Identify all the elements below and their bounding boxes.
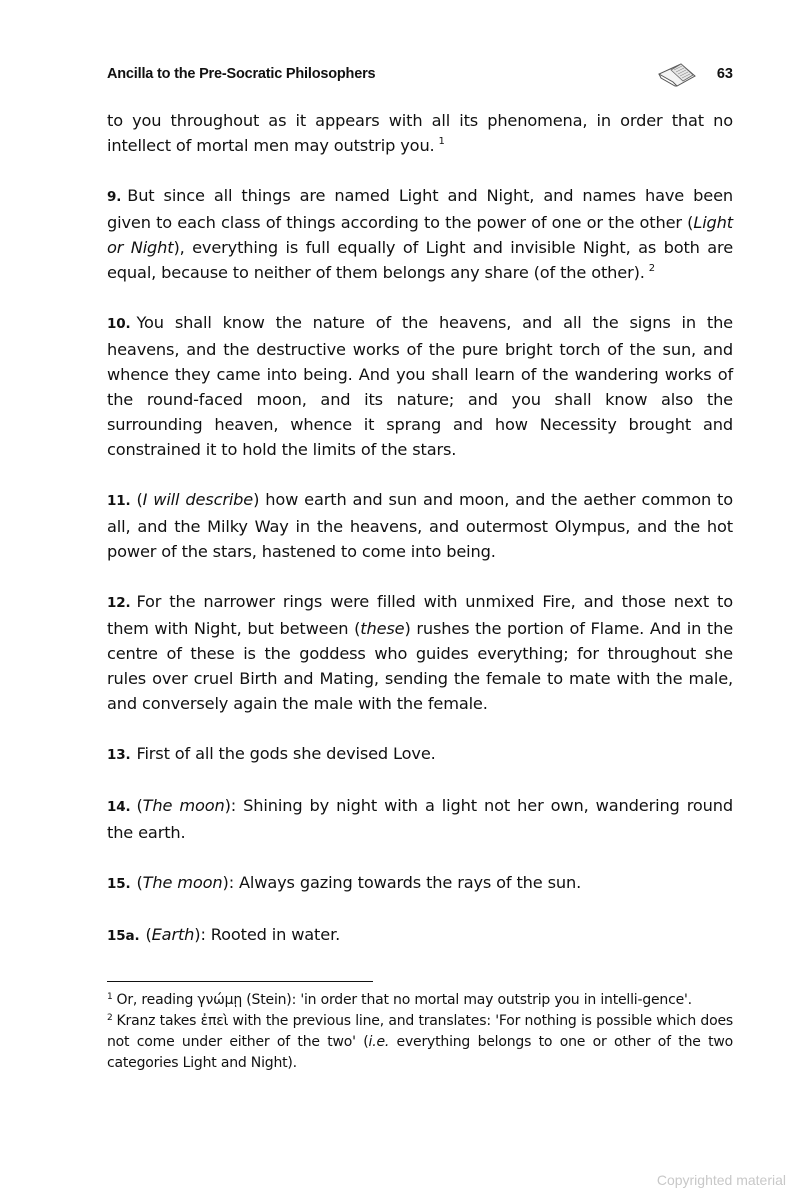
fragment-text: First of all the gods she devised Love.	[136, 744, 436, 763]
fragment-text: But since all things are named Light and Night, and names have been given to each class of things according to the power of one or the other (	[107, 186, 733, 232]
fragment-text: (	[145, 925, 152, 944]
fragment-14	[107, 793, 733, 845]
fragment-text: ): Shining by night with a light not her own, wandering round the earth.	[107, 796, 734, 842]
fragment-number: 15a.	[107, 928, 140, 944]
fragment-12	[107, 589, 733, 716]
fragment-number: 9.	[107, 189, 122, 205]
footnote-ref[interactable]: 1	[438, 136, 445, 147]
footnotes	[107, 990, 733, 1074]
fragment-italic: these	[360, 619, 405, 638]
fragment-text: You shall know the nature of the heavens, and all the signs in the heavens, and the destructive works of the pure bright torch of the sun, and whence they came into being. And you shall learn of the wandering works of the round-faced moon, and its nature; and you shall know also the surrounding heaven, whence it sprang and how Necessity brought and constrained it to hold the limits of the stars.	[107, 313, 733, 459]
footnote-divider	[107, 981, 373, 982]
footnote-text: Kranz takes ἐπεὶ with the previous line, and translates: 'For nothing is possible which does not come under either of the two' (	[107, 1013, 733, 1050]
fragment-text: ): Rooted in water.	[194, 925, 341, 944]
fragment-italic: The moon	[142, 873, 223, 892]
footnote-ref[interactable]: 2	[648, 263, 655, 274]
fragment-text: (	[136, 796, 143, 815]
fragment-text: (	[136, 490, 143, 509]
footnote-italic: i.e.	[368, 1034, 390, 1050]
copyright-watermark: Copyrighted material	[656, 1172, 786, 1188]
footnote-1	[107, 990, 733, 1011]
fragment-text: For the narrower rings were filled with unmixed Fire, and those next to them with Night, but between (	[107, 592, 733, 638]
fragment-15	[107, 870, 733, 897]
fragment-10	[107, 310, 733, 462]
footnote-marker: 2	[107, 1013, 113, 1023]
fragment-italic: Light or Night	[107, 213, 733, 257]
page-number: 63	[716, 66, 733, 82]
fragment-number: 14.	[107, 799, 131, 815]
running-title: Ancilla to the Pre-Socratic Philosophers	[107, 66, 376, 82]
paragraph-continuation	[107, 108, 733, 158]
fragment-number: 15.	[107, 876, 131, 892]
footnote-text: everything belongs to one or other of the two categories Light and Night).	[107, 1034, 734, 1071]
footnote-marker: 1	[107, 992, 113, 1002]
fragment-15a	[107, 922, 733, 949]
fragment-number: 13.	[107, 747, 131, 763]
open-book-icon	[657, 60, 697, 88]
paragraph-text: to you throughout as it appears with all its phenomena, in order that no intellect of mortal men may outstrip you.	[107, 111, 733, 155]
page-header	[107, 66, 733, 88]
fragment-number: 10.	[107, 316, 131, 332]
fragment-11	[107, 487, 733, 564]
fragment-text: ) rushes the portion of Flame. And in the centre of these is the goddess who guides everything; for throughout she rules over cruel Birth and Mating, sending the female to mate with the male, and conversely again the male with the female.	[107, 619, 734, 713]
fragment-italic: Earth	[151, 925, 195, 944]
fragment-13	[107, 741, 733, 768]
fragment-italic: I will describe	[142, 490, 254, 509]
fragment-text: (	[136, 873, 143, 892]
fragment-text: ): Always gazing towards the rays of the sun.	[222, 873, 582, 892]
fragment-text: ), everything is full equally of Light and invisible Night, as both are equal, because to neither of them belongs any share (of the other).	[107, 238, 733, 282]
fragment-text: ) how earth and sun and moon, and the aether common to all, and the Milky Way in the heavens, and outermost Olympus, and the hot power of the stars, hastened to come into being.	[107, 490, 733, 561]
fragment-italic: The moon	[142, 796, 225, 815]
footnote-text: Or, reading γνώμῃ (Stein): 'in order that no mortal may outstrip you in intelli-gence'.	[116, 992, 692, 1008]
fragment-9	[107, 183, 733, 285]
page-body	[107, 108, 733, 974]
footnote-2	[107, 1011, 733, 1074]
fragment-number: 11.	[107, 493, 131, 509]
fragment-number: 12.	[107, 595, 131, 611]
